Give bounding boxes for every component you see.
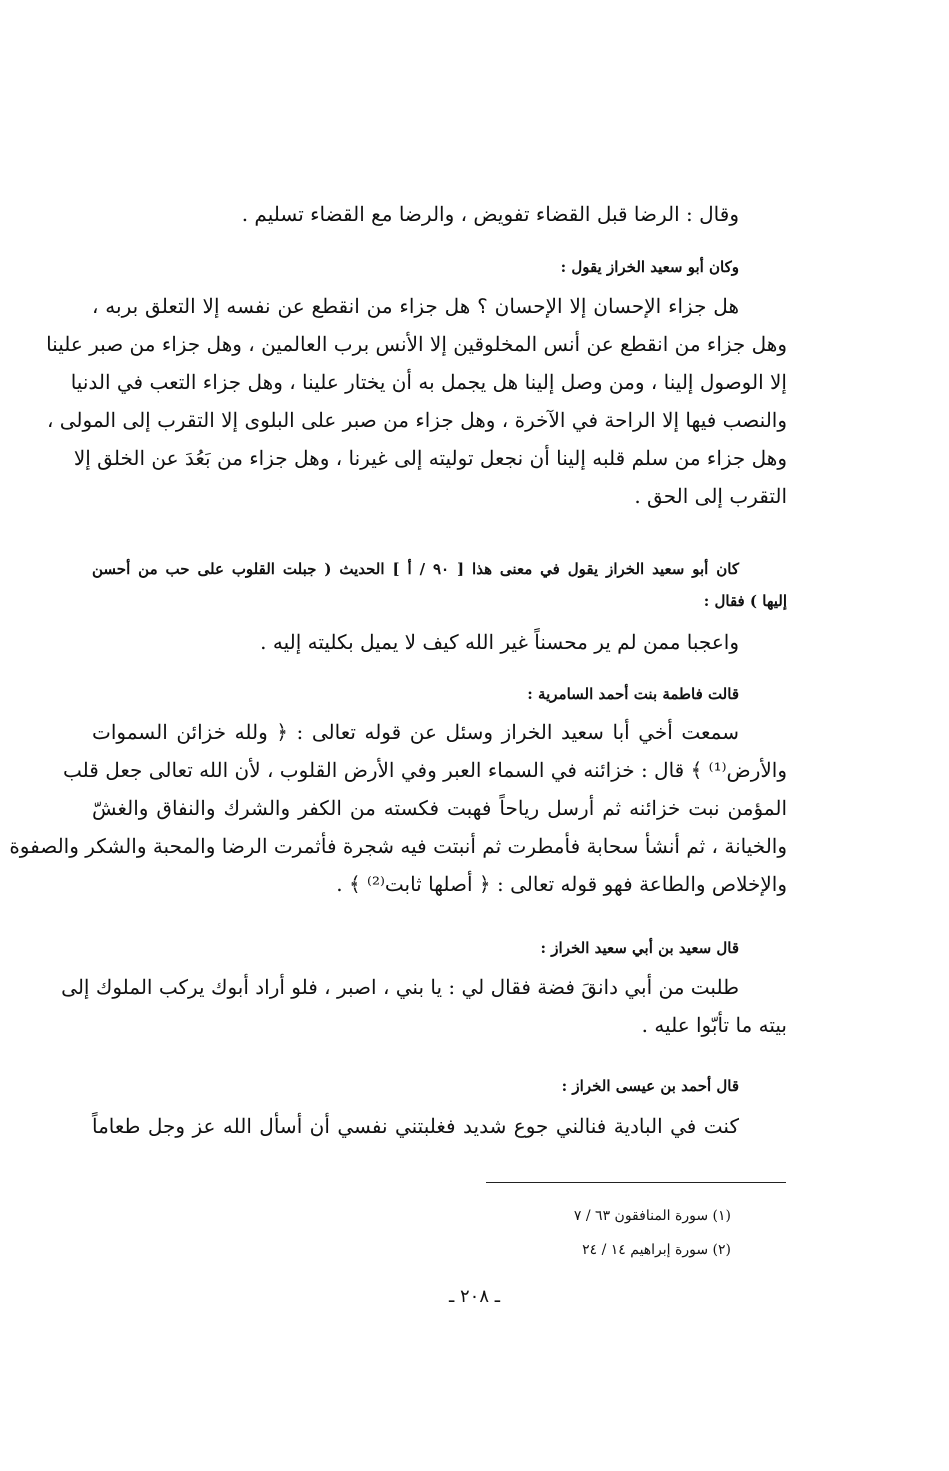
heading-line: قال أحمد بن عيسى الخراز : bbox=[561, 1077, 739, 1095]
speaker-heading-4 bbox=[92, 936, 787, 960]
heading-line: قال سعيد بن أبي سعيد الخراز : bbox=[540, 939, 739, 957]
text-line: وهل جزاء من سلم قلبه إلينا أن نجعل توليته إلى غيرنا ، وهل جزاء من بَعُدَ عن الخلق إلا bbox=[73, 446, 787, 470]
speaker-heading-5 bbox=[92, 1074, 787, 1098]
paragraph-2 bbox=[46, 287, 787, 515]
heading-line: قالت فاطمة بنت أحمد السامرية : bbox=[527, 685, 739, 703]
text-line: هل جزاء الإحسان إلا الإحسان ؟ هل جزاء من انقطع عن نفسه إلا التعلق بربه ، bbox=[92, 294, 739, 318]
paragraph-1 bbox=[92, 195, 787, 233]
text-line: والأرض⁽¹⁾ ﴾ قال : خزائنه في السماء العبر وفي الأرض القلوب ، لأن الله تعالى جعل قلب bbox=[63, 758, 787, 782]
paragraph-5 bbox=[61, 968, 787, 1044]
heading-line: إليها ) فقال : bbox=[703, 592, 787, 610]
heading-line: وكان أبو سعيد الخراز يقول : bbox=[560, 258, 739, 276]
heading-line: كان أبو سعيد الخراز يقول في معنى هذا [ ٩٠ / أ ] الحديث ( جبلت القلوب على حب من أحسن bbox=[92, 560, 739, 578]
text-line: والنصب فيها إلا الراحة في الآخرة ، وهل جزاء من صبر على البلوى إلا التقرب إلى المولى ، bbox=[46, 408, 787, 432]
text-line: بيته ما تأبّوا عليه . bbox=[641, 1013, 787, 1037]
paragraph-3 bbox=[92, 623, 787, 661]
text-line: كنت في البادية فنالني جوع شديد فغلبتني نفسي أن أسأل الله عز وجل طعاماً bbox=[92, 1114, 739, 1138]
footnote-2: (٢) سورة إبراهيم ١٤ / ٢٤ bbox=[582, 1242, 731, 1258]
text-line: إلا الوصول إلينا ، ومن وصل إلينا هل يجمل به أن يختار علينا ، وهل جزاء التعب في الدنيا bbox=[70, 370, 787, 394]
page-number: ـ ٢٠٨ ـ bbox=[448, 1286, 500, 1307]
text-line: والإخلاص والطاعة فهو قوله تعالى : ﴿ أصلها ثابت⁽²⁾ ﴾ . bbox=[336, 872, 787, 896]
speaker-heading-1 bbox=[92, 255, 787, 279]
paragraph-6 bbox=[92, 1107, 787, 1145]
text-line: التقرب إلى الحق . bbox=[634, 484, 787, 508]
footnote-divider bbox=[486, 1182, 786, 1183]
text-line: وهل جزاء من انقطع عن أنس المخلوقين إلا الأنس برب العالمين ، وهل جزاء من صبر علينا bbox=[46, 332, 787, 356]
text-line: وقال : الرضا قبل القضاء تفويض ، والرضا مع القضاء تسليم . bbox=[241, 202, 739, 226]
text-line: والخيانة ، ثم أنشأ سحابة فأمطرت ثم أنبتت فيه شجرة فأثمرت الرضا والمحبة والشكر والصفوة bbox=[9, 834, 787, 858]
text-line: المؤمن نبت خزائنه ثم أرسل رياحاً فهبت فكسته من الكفر والشرك والنفاق والغشّ bbox=[92, 796, 787, 820]
speaker-heading-3 bbox=[92, 682, 787, 706]
text-line: واعجبا ممن لم ير محسناً غير الله كيف لا يميل بكليته إليه . bbox=[260, 630, 739, 654]
footnote-1: (١) سورة المنافقون ٦٣ / ٧ bbox=[573, 1208, 731, 1224]
paragraph-4 bbox=[9, 713, 787, 903]
text-line: سمعت أخي أبا سعيد الخراز وسئل عن قوله تعالى : ﴿ ولله خزائن السموات bbox=[92, 720, 739, 744]
text-line: طلبت من أبي دانقَ فضة فقال لي : يا بني ، اصبر ، فلو أراد أبوك يركب الملوك إلى bbox=[61, 975, 739, 999]
speaker-heading-2 bbox=[92, 553, 787, 617]
